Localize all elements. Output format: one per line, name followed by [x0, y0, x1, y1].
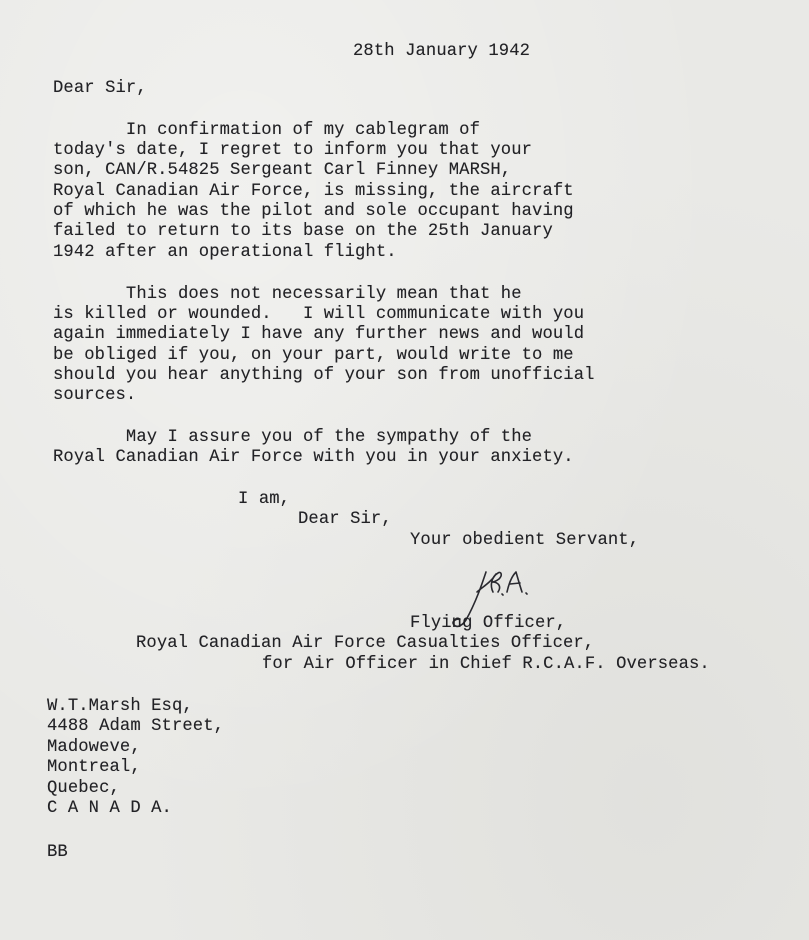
address-line: 4488 Adam Street, [47, 717, 225, 736]
address-line: Quebec, [47, 779, 120, 798]
letter-date: 28th January 1942 [353, 42, 531, 61]
paragraph-line: This does not necessarily mean that he [53, 285, 522, 304]
paragraph-line: should you hear anything of your son from unofficial [53, 366, 595, 385]
paragraph-line: is killed or wounded. I will communicate with you [53, 305, 585, 324]
salutation: Dear Sir, [53, 79, 147, 98]
reference-initials: BB [47, 843, 68, 862]
address-line: W.T.Marsh Esq, [47, 697, 193, 716]
closing-line: Dear Sir, [298, 510, 392, 529]
paragraph-line: failed to return to its base on the 25th January [53, 222, 553, 241]
closing-line: I am, [238, 490, 291, 509]
paragraph-line: 1942 after an operational flight. [53, 243, 397, 262]
paragraph-line: May I assure you of the sympathy of the [53, 428, 533, 447]
address-line: Montreal, [47, 758, 141, 777]
paragraph-line: again immediately I have any further news and would [53, 325, 585, 344]
paragraph-line: today's date, I regret to inform you that your [53, 141, 533, 160]
paragraph-line: In confirmation of my cablegram of [53, 121, 480, 140]
signatory-title: Royal Canadian Air Force Casualties Officer, [136, 634, 595, 653]
closing-line: Your obedient Servant, [410, 531, 640, 550]
address-line: Madoweve, [47, 738, 141, 757]
signatory-rank: Flying Officer, [410, 614, 567, 633]
paragraph-line: Royal Canadian Air Force with you in your anxiety. [53, 448, 574, 467]
paragraph-line: son, CAN/R.54825 Sergeant Carl Finney MARSH, [53, 161, 512, 180]
signatory-authority: for Air Officer in Chief R.C.A.F. Overseas. [262, 655, 710, 674]
paragraph-line: be obliged if you, on your part, would write to me [53, 346, 574, 365]
paragraph-line: of which he was the pilot and sole occupant having [53, 202, 574, 221]
paragraph-line: sources. [53, 386, 137, 405]
address-line: C A N A D A. [47, 799, 172, 818]
paragraph-line: Royal Canadian Air Force, is missing, the aircraft [53, 182, 574, 201]
